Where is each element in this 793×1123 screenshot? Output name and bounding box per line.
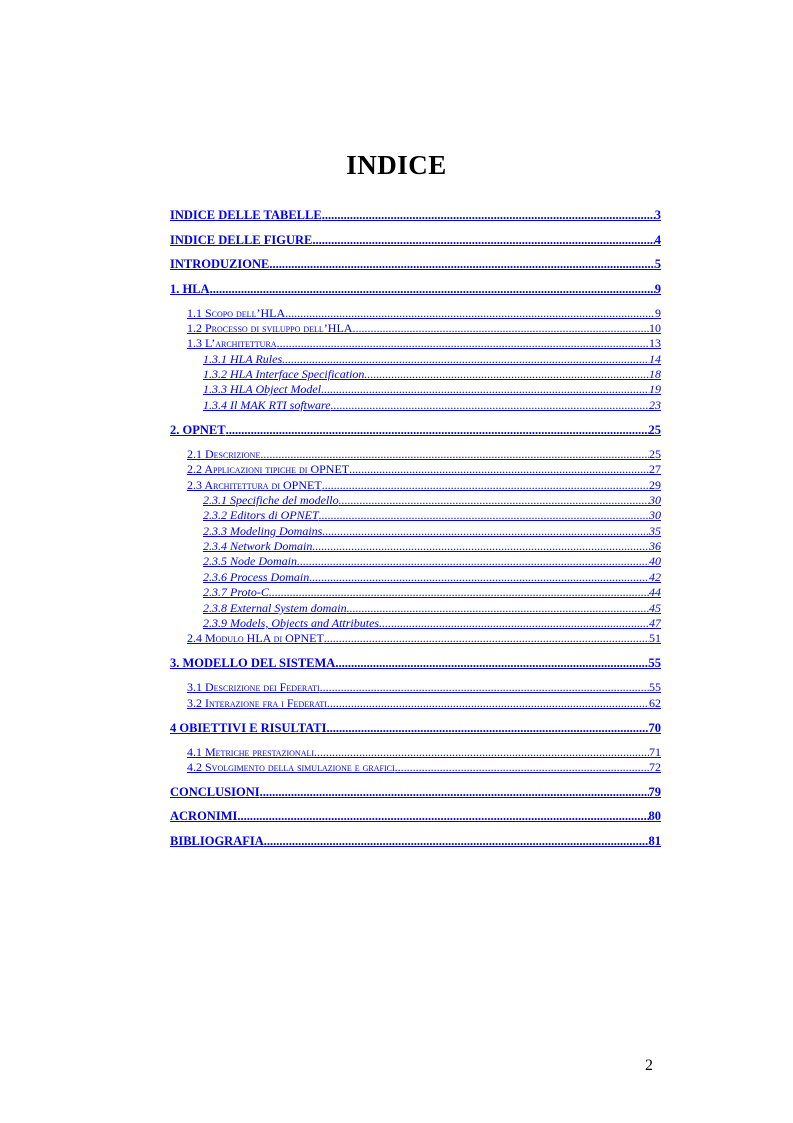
toc-leader-dots [327, 696, 649, 711]
toc-leader-dots [339, 493, 649, 508]
toc-entry-label: 2. OPNET [170, 422, 226, 437]
toc-entry-page: 35 [649, 523, 661, 538]
toc-leader-dots [326, 721, 648, 736]
toc-entry[interactable] [170, 554, 661, 569]
toc-entry-page: 72 [649, 759, 661, 774]
toc-entry-page: 62 [649, 695, 661, 710]
toc-entry-label: INDICE DELLE FIGURE [170, 232, 313, 247]
toc-entry-label: 2.2 Applicazioni tipiche di OPNET [187, 462, 350, 477]
toc-entry-label: 2.3.1 Specifiche del modello [203, 492, 339, 507]
toc-entry-page: 10 [649, 320, 661, 335]
toc-entry-page: 45 [649, 600, 661, 615]
toc-entry[interactable] [170, 809, 661, 824]
toc-entry[interactable] [170, 462, 661, 477]
toc-leader-dots [320, 680, 649, 695]
toc-entry[interactable] [170, 656, 661, 671]
toc-leader-dots [395, 760, 649, 775]
toc-entry-label: 2.3.8 External System domain [203, 600, 347, 615]
toc-entry-page: 55 [649, 680, 661, 695]
toc-entry-label: BIBLIOGRAFIA [170, 833, 264, 848]
toc-entry[interactable] [170, 721, 661, 736]
toc-entry-label: 4.1 Metriche prestazionali [187, 744, 315, 759]
toc-entry[interactable] [170, 282, 661, 297]
toc-entry[interactable] [170, 306, 661, 321]
toc-entry[interactable] [170, 257, 661, 272]
toc-entry-page: 81 [648, 833, 661, 848]
toc-leader-dots [210, 282, 655, 297]
toc-entry[interactable] [170, 367, 661, 382]
table-of-contents [170, 208, 661, 849]
toc-leader-dots [335, 656, 648, 671]
toc-entry[interactable] [170, 631, 661, 646]
toc-leader-dots [260, 785, 649, 800]
toc-entry[interactable] [170, 616, 661, 631]
toc-leader-dots [312, 233, 654, 248]
toc-leader-dots [285, 306, 655, 321]
toc-entry-label: 1.3.1 HLA Rules [203, 351, 283, 366]
toc-entry[interactable] [170, 508, 661, 523]
toc-entry-label: 3. MODELLO DEL SISTEMA [170, 656, 336, 671]
toc-entry-page: 44 [649, 585, 661, 600]
toc-leader-dots [237, 809, 648, 824]
toc-entry-label: 1.3.4 Il MAK RTI software [203, 397, 331, 412]
toc-entry-label: 2.3.4 Network Domain [203, 539, 313, 554]
toc-entry-page: 9 [654, 281, 661, 296]
toc-entry-label: 4 OBIETTIVI E RISULTATI [170, 720, 327, 735]
toc-entry[interactable] [170, 760, 661, 775]
toc-entry[interactable] [170, 745, 661, 760]
toc-entry-page: 9 [655, 305, 661, 320]
toc-entry-label: 2.4 Modulo HLA di OPNET [187, 631, 324, 646]
toc-entry-label: CONCLUSIONI [170, 784, 260, 799]
toc-entry-page: 5 [654, 257, 661, 271]
toc-entry-page: 30 [649, 508, 661, 523]
toc-entry[interactable] [170, 493, 661, 508]
toc-entry-page: 29 [649, 477, 661, 492]
toc-leader-dots [264, 834, 649, 849]
toc-entry-page: 71 [649, 744, 661, 759]
toc-entry-label: 2.1 Descrizione [187, 446, 261, 461]
toc-leader-dots [352, 321, 649, 336]
toc-entry-page: 80 [648, 809, 661, 824]
toc-entry-label: 1.3.2 HLA Interface Specification [203, 367, 365, 382]
toc-entry-page: 13 [649, 336, 661, 351]
toc-entry-label: 3.1 Descrizione dei Federati [187, 680, 320, 695]
toc-leader-dots [364, 367, 649, 382]
toc-entry-label: 1. HLA [170, 281, 210, 296]
toc-entry[interactable] [170, 382, 661, 397]
toc-leader-dots [309, 570, 649, 585]
toc-entry-label: 2.3.7 Proto-C [203, 585, 269, 600]
toc-entry[interactable] [170, 321, 661, 336]
toc-entry-page: 36 [649, 539, 661, 554]
toc-entry-page: 47 [649, 616, 661, 631]
toc-leader-dots [269, 257, 654, 272]
toc-entry[interactable] [170, 478, 661, 493]
toc-entry[interactable] [170, 696, 661, 711]
toc-entry-page: 19 [649, 382, 661, 397]
toc-entry-page: 14 [649, 351, 661, 366]
toc-entry[interactable] [170, 601, 661, 616]
toc-entry[interactable] [170, 336, 661, 351]
toc-leader-dots [349, 462, 649, 477]
toc-entry-label: 1.1 Scopo dell’HLA [187, 305, 286, 320]
toc-entry-page: 23 [649, 397, 661, 412]
toc-entry[interactable] [170, 447, 661, 462]
toc-entry[interactable] [170, 233, 661, 248]
toc-leader-dots [331, 398, 649, 413]
toc-entry[interactable] [170, 398, 661, 413]
toc-entry-page: 55 [648, 656, 661, 671]
toc-entry-label: INTRODUZIONE [170, 257, 270, 271]
toc-entry-page: 51 [649, 631, 661, 646]
toc-entry[interactable] [170, 352, 661, 367]
toc-leader-dots [226, 423, 649, 438]
toc-leader-dots [322, 524, 649, 539]
toc-entry[interactable] [170, 785, 661, 800]
toc-entry-label: 2.3.6 Process Domain [203, 569, 310, 584]
toc-entry[interactable] [170, 585, 661, 600]
toc-entry[interactable] [170, 423, 661, 438]
toc-entry-label: ACRONIMI [170, 809, 238, 824]
toc-leader-dots [347, 601, 649, 616]
toc-entry[interactable] [170, 570, 661, 585]
toc-leader-dots [277, 336, 649, 351]
toc-leader-dots [319, 508, 649, 523]
toc-entry-label: 2.3.5 Node Domain [203, 554, 297, 569]
toc-entry-page: 70 [648, 720, 661, 735]
toc-entry-page: 25 [648, 422, 661, 437]
toc-entry-page: 40 [649, 554, 661, 569]
toc-entry-page: 79 [648, 784, 661, 799]
toc-entry-page: 27 [649, 462, 661, 477]
toc-entry[interactable] [170, 539, 661, 554]
page-number: 2 [645, 1057, 653, 1074]
toc-leader-dots [322, 208, 655, 223]
toc-leader-dots [379, 616, 649, 631]
toc-entry-label: 1.3 L’architettura [187, 336, 277, 351]
toc-leader-dots [269, 585, 649, 600]
toc-entry-label: 3.2 Interazione fra i Federati [187, 695, 327, 710]
toc-leader-dots [297, 554, 649, 569]
toc-leader-dots [321, 382, 649, 397]
toc-entry-label: 1.3.3 HLA Object Model [203, 382, 322, 397]
toc-entry-page: 3 [654, 208, 661, 222]
toc-entry-page: 4 [654, 232, 661, 247]
toc-entry-label: INDICE DELLE TABELLE [170, 208, 322, 222]
toc-leader-dots [324, 631, 649, 646]
toc-entry-label: 4.2 Svolgimento della simulazione e grafici [187, 759, 395, 774]
toc-entry-page: 42 [649, 569, 661, 584]
toc-entry-page: 30 [649, 492, 661, 507]
toc-entry-label: 2.3.9 Models, Objects and Attributes [203, 616, 380, 631]
toc-leader-dots [314, 745, 649, 760]
page-title: INDICE [346, 150, 447, 180]
toc-leader-dots [282, 352, 649, 367]
toc-entry[interactable] [170, 208, 661, 223]
toc-entry[interactable] [170, 524, 661, 539]
toc-entry-label: 2.3 Architettura di OPNET [187, 477, 322, 492]
toc-entry[interactable] [170, 834, 661, 849]
toc-entry-label: 2.3.2 Editors di OPNET [203, 508, 319, 523]
toc-leader-dots [260, 447, 649, 462]
toc-leader-dots [322, 478, 649, 493]
toc-entry-page: 25 [649, 446, 661, 461]
toc-entry-label: 2.3.3 Modeling Domains [203, 523, 323, 538]
toc-entry-label: 1.2 Processo di sviluppo dell’HLA [187, 320, 353, 335]
toc-entry-page: 18 [649, 367, 661, 382]
toc-entry[interactable] [170, 680, 661, 695]
toc-leader-dots [312, 539, 649, 554]
